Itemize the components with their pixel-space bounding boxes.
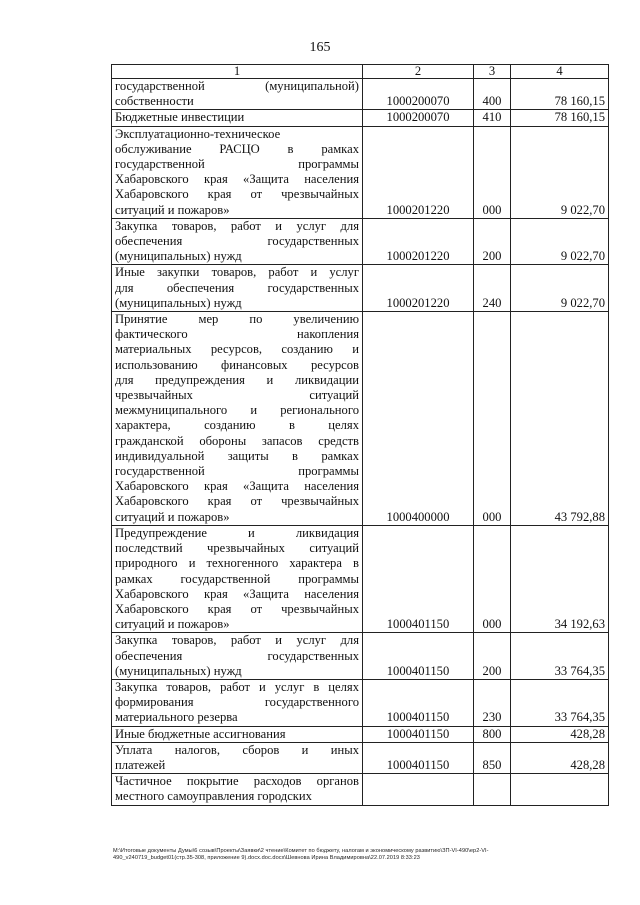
description-line: Предупреждение и ликвидация xyxy=(115,525,359,540)
row-code: 1000401150 xyxy=(363,679,474,726)
row-amount: 428,28 xyxy=(511,726,609,742)
table-row xyxy=(112,633,609,680)
row-expense-type: 400 xyxy=(474,79,511,110)
description-line: межмуниципального и регионального xyxy=(115,403,359,418)
description-line: обслуживание РАСЦО в рамках xyxy=(115,141,359,156)
description-line: собственности xyxy=(115,94,194,109)
description-line: обеспечения государственных xyxy=(115,234,359,249)
page-number: 165 xyxy=(309,40,331,55)
row-code xyxy=(363,774,474,805)
description-line: природного и техногенного характера в xyxy=(115,556,359,571)
table-row xyxy=(112,110,609,126)
row-description xyxy=(112,79,363,110)
description-line: Уплата налогов, сборов и иных xyxy=(115,742,359,757)
row-expense-type: 240 xyxy=(474,265,511,312)
description-line: государственной (муниципальной) xyxy=(115,79,359,93)
description-line: государственной программы xyxy=(115,157,359,172)
row-expense-type: 000 xyxy=(474,312,511,526)
description-line: Хабаровского края от чрезвычайных xyxy=(115,601,359,616)
row-description xyxy=(112,218,363,265)
footer-line-2: 490_v240719_budget01(стр.35-308, приложение 9).docx.doc.docx\Шевнова Ирина Владимировна\22.07.2019 8:33:23 xyxy=(113,855,420,862)
row-code: 1000401150 xyxy=(363,633,474,680)
row-expense-type: 850 xyxy=(474,742,511,773)
row-description xyxy=(112,265,363,312)
table-row xyxy=(112,218,609,265)
description-line: (муниципальных) нужд xyxy=(115,663,242,678)
table-row xyxy=(112,774,609,805)
row-code: 1000401150 xyxy=(363,726,474,742)
description-line: формирования государственного xyxy=(115,695,359,710)
row-code: 1000201220 xyxy=(363,126,474,218)
row-description xyxy=(112,774,363,805)
description-line: рамках государственной программы xyxy=(115,571,359,586)
description-line: ситуаций и пожаров» xyxy=(115,202,230,217)
row-description xyxy=(112,742,363,773)
row-amount xyxy=(511,774,609,805)
row-code: 1000401150 xyxy=(363,742,474,773)
row-code: 1000201220 xyxy=(363,265,474,312)
row-description xyxy=(112,633,363,680)
row-code: 1000401150 xyxy=(363,525,474,632)
row-amount: 9 022,70 xyxy=(511,218,609,265)
table-row xyxy=(112,265,609,312)
row-code: 1000200070 xyxy=(363,79,474,110)
description-line: Хабаровского края «Защита населения xyxy=(115,479,359,494)
row-expense-type: 200 xyxy=(474,633,511,680)
description-line: материальных ресурсов, созданию и xyxy=(115,342,359,357)
row-description xyxy=(112,679,363,726)
row-description xyxy=(112,312,363,526)
table-header-row xyxy=(112,65,609,79)
table-row xyxy=(112,742,609,773)
description-line: ситуаций и пожаров» xyxy=(115,617,230,632)
description-line: Закупка товаров, работ и услуг в целях xyxy=(115,679,359,694)
description-line: Частичное покрытие расходов органов xyxy=(115,774,359,789)
row-expense-type: 800 xyxy=(474,726,511,742)
description-line: Хабаровского края от чрезвычайных xyxy=(115,187,359,202)
description-line: использованию финансовых ресурсов xyxy=(115,357,359,372)
description-line: государственной программы xyxy=(115,464,359,479)
description-line: платежей xyxy=(115,757,166,772)
table-row xyxy=(112,312,609,526)
description-line: (муниципальных) нужд xyxy=(115,295,242,310)
description-line: (муниципальных) нужд xyxy=(115,249,242,264)
description-line: Закупка товаров, работ и услуг для xyxy=(115,633,359,648)
row-code: 1000200070 xyxy=(363,110,474,126)
description-line: для предупреждения и ликвидации xyxy=(115,372,359,387)
row-code: 1000201220 xyxy=(363,218,474,265)
description-line: фактического накопления xyxy=(115,327,359,342)
row-description xyxy=(112,126,363,218)
header-col-2: 2 xyxy=(363,65,474,79)
description-line: Бюджетные инвестиции xyxy=(115,110,245,125)
row-expense-type: 200 xyxy=(474,218,511,265)
row-amount: 78 160,15 xyxy=(511,110,609,126)
table-row xyxy=(112,525,609,632)
table-row xyxy=(112,126,609,218)
header-col-1: 1 xyxy=(112,65,363,79)
row-expense-type: 230 xyxy=(474,679,511,726)
description-line: местного самоуправления городских xyxy=(115,789,312,804)
description-line: индивидуальной защиты в рамках xyxy=(115,448,359,463)
row-expense-type: 000 xyxy=(474,126,511,218)
row-amount: 33 764,35 xyxy=(511,633,609,680)
row-amount: 428,28 xyxy=(511,742,609,773)
table-row xyxy=(112,679,609,726)
description-line: чрезвычайных ситуаций xyxy=(115,388,359,403)
row-description xyxy=(112,726,363,742)
row-expense-type: 000 xyxy=(474,525,511,632)
header-col-3: 3 xyxy=(474,65,511,79)
row-amount: 43 792,88 xyxy=(511,312,609,526)
description-line: характера, созданию в целях xyxy=(115,418,359,433)
footer-line-1: M:\Итоговые документы Думы\6 созыв\Проекты\Заявки\2 чтение\Комитет по бюджету, налогам и экономическому развитию\ЗП-VI-490\ep2-VI- xyxy=(113,848,489,854)
description-line: Хабаровского края «Защита населения xyxy=(115,172,359,187)
row-amount: 9 022,70 xyxy=(511,265,609,312)
description-line: Принятие мер по увеличению xyxy=(115,312,359,327)
row-code: 1000400000 xyxy=(363,312,474,526)
description-line: Иные закупки товаров, работ и услуг xyxy=(115,265,359,280)
budget-table xyxy=(111,64,609,806)
description-line: Хабаровского края от чрезвычайных xyxy=(115,494,359,509)
row-expense-type xyxy=(474,774,511,805)
row-expense-type: 410 xyxy=(474,110,511,126)
description-line: Иные бюджетные ассигнования xyxy=(115,726,286,741)
row-description xyxy=(112,525,363,632)
description-line: Хабаровского края «Защита населения xyxy=(115,586,359,601)
table-row xyxy=(112,726,609,742)
row-amount: 78 160,15 xyxy=(511,79,609,110)
description-line: ситуаций и пожаров» xyxy=(115,509,230,524)
description-line: для обеспечения государственных xyxy=(115,280,359,295)
row-amount: 9 022,70 xyxy=(511,126,609,218)
document-path-footer xyxy=(113,848,613,863)
row-amount: 33 764,35 xyxy=(511,679,609,726)
row-amount: 34 192,63 xyxy=(511,525,609,632)
description-line: обеспечения государственных xyxy=(115,648,359,663)
description-line: последствий чрезвычайных ситуаций xyxy=(115,541,359,556)
description-line: Эксплуатационно-техническое xyxy=(115,126,281,141)
description-line: гражданской обороны запасов средств xyxy=(115,433,359,448)
row-description xyxy=(112,110,363,126)
description-line: материального резерва xyxy=(115,710,238,725)
table-row xyxy=(112,79,609,110)
description-line: Закупка товаров, работ и услуг для xyxy=(115,218,359,233)
header-col-4: 4 xyxy=(511,65,609,79)
